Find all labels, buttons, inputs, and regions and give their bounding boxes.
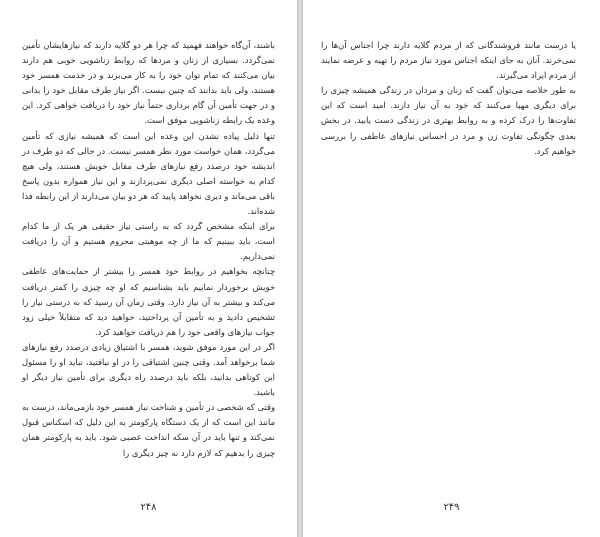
- left-page: [0, 0, 297, 537]
- page-number: ۲۴۸: [140, 502, 157, 513]
- left-page-body: [22, 38, 275, 461]
- paragraph: به طور خلاصه می‌توان گفت که زنان و مردان در زندگی همیشه چیزی را برای دیگری مهیا می‌کنند که خود به آن نیاز دارند. امید است که این تفاوت‌ها را درک کرده و به روابط بهتری در زندگی دست یابید. در بخش بعدی چگونگی تفاوت زن و مرد در احساس نیازهای عاطفی را بررسی خواهیم کرد.: [321, 85, 576, 156]
- paragraph: اگر در این مورد موفق شوید، همسر با اشتیاق زیادی درصدد رفع نیازهای شما برخواهد آمد. وقتی چنین اشتیاقی را در او نیافتید، نباید او را مسئول این کوتاهی بدانید، بلکه باید درصدد راه دیگری برای تأمین نیاز دیگر او باشید.: [22, 341, 275, 398]
- paragraph: باشند، آن‌گاه خواهند فهمید که چرا هر دو گلایه دارند که نیازهایشان تأمین نمی‌گردد. بسیاری از زنان و مردها که روابط زناشویی خوبی هم دارند بیان می‌کنند که تمام توان خود را به کار می‌برند و در خدمت همسر خود هستند، ولی باید بدانند که چنین نیست. اگر نیاز طرف مقابل خود را بدانی و در جهت تأمین آن گام برداری حتماً نیاز خود را دریافت خواهی کرد. این وعده یک رابطه زناشویی موفق است.: [22, 40, 275, 126]
- paragraph: وقتی که شخصی در تأمین و شناخت نیاز همسر خود بازمی‌ماند، درست به مانند این است که از یک دستگاه پارکومتر به این دلیل که اسکناس قبول نمی‌کند و تنها باید در آن سکه انداخت عصبی شود. باید به پارکومتر همان چیزی را بدهیم که لازم دارد نه چیز دیگری را: [22, 402, 275, 458]
- paragraph: چنانچه بخواهیم در روابط خود همسر را بیشتر از حمایت‌های عاطفی خویش برخوردار نماییم باید بشناسیم که او چه چیزی را کمتر دریافت می‌کند و بیشتر به آن نیاز دارد. وقتی زمان آن رسید که به درستی نیاز را تشخیص دادید و به تأمین آن پرداختید، خواهید دید که متقابلاً خیلی زود جواب نیازهای واقعی خود را هم دریافت خواهید کرد.: [22, 266, 275, 337]
- right-page-body: [321, 38, 576, 159]
- right-page: [303, 0, 600, 537]
- paragraph: یا درست مانند فروشندگانی که از مردم گلایه دارند چرا اجناس آن‌ها را نمی‌خرند. آنان به جای اینکه اجناس مورد نیاز مردم را تهیه و عرضه نمایند از مردم ایراد می‌گیرند.: [321, 40, 576, 81]
- paragraph: برای اینکه مشخص گردد که به راستی نیاز حقیقی هر یک از ما کدام است، باید ببینیم که ما از چه موهبتی محروم هستیم و آن را دریافت نمی‌داریم.: [22, 221, 275, 262]
- paragraph: تنها دلیل پیاده نشدن این وعده این است که همیشه نیازی که تأمین می‌گردد، همان خواست مورد نظر همسر نیست. در حالی که دو طرف در اندیشه خود درصدد رفع نیازهای طرف مقابل خویش هستند، ولی هیچ کدام به خواسته اصلی دیگری نمی‌پردازند و این نیاز همواره بدون پاسخ باقی می‌ماند و دیری نخواهد پایید که هر دو بیان می‌دارند از این رابطه فدا شده‌اند.: [22, 130, 275, 217]
- page-number: ۲۴۹: [443, 502, 460, 513]
